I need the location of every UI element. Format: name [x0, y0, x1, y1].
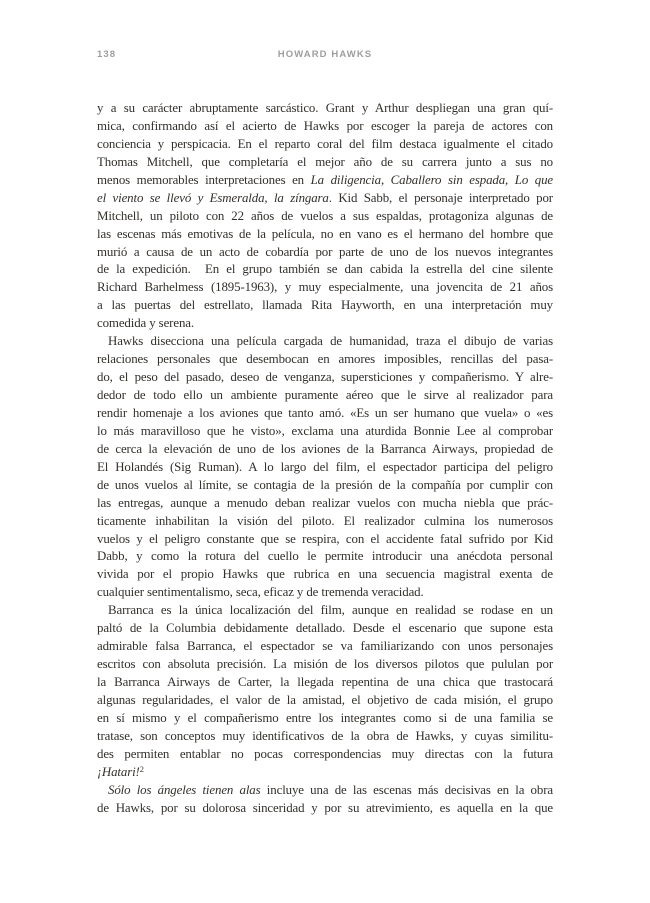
text-line: [97, 548, 553, 566]
text-segment: tratase, son conceptos muy identificativos de la obra de Hawks, y cuyas similitu-: [97, 728, 553, 743]
text-line: [97, 387, 553, 405]
text-line: [97, 279, 553, 297]
text-segment: . Kid Sabb, el personaje interpretado por: [328, 190, 553, 205]
text-line: [97, 423, 553, 441]
text-line: [97, 620, 553, 638]
text-segment: de Hawks, por su dolorosa sinceridad y por su atrevimiento, es aquella en la que: [97, 800, 553, 815]
text-line: [97, 638, 553, 656]
text-segment: las entregas, aunque a menudo deban realizar vuelos con mucha niebla que prác-: [97, 495, 553, 510]
text-line: [97, 333, 553, 351]
text-line: [97, 602, 553, 620]
text-segment: Mitchell, un piloto con 22 años de vuelos a sus espaldas, protagoniza algunas de: [97, 208, 553, 223]
text-segment: Barranca es la única localización del film, aunque en realidad se rodase en un: [108, 603, 553, 618]
text-segment: menos memorables interpretaciones en: [97, 172, 311, 187]
text-line: [97, 566, 553, 584]
text-line: [97, 692, 553, 710]
text-line: [97, 782, 553, 800]
text-line: [97, 710, 553, 728]
text-segment: de unos vuelos al límite, se contagia de la presión de la compañía por cumplir con: [97, 477, 553, 492]
text-line: [97, 351, 553, 369]
text-line: [97, 405, 553, 423]
body-text: [97, 100, 553, 818]
text-line: [97, 261, 553, 279]
text-segment: comedida y serena.: [97, 316, 194, 331]
text-segment: La diligencia, Caballero sin espada, Lo que: [310, 172, 553, 187]
text-line: [97, 495, 553, 513]
text-line: [97, 513, 553, 531]
text-segment: mica, confirmando así el acierto de Hawks por escoger la pareja de actores con: [97, 118, 553, 133]
text-segment: cualquier sentimentalismo, seca, eficaz y de tremenda veracidad.: [97, 585, 424, 600]
text-segment: la Barranca Airways de Carter, la llegada repentina de una chica que trastocará: [97, 675, 553, 689]
text-segment: algunas regularidades, el valor de la amistad, el objetivo de cada misión, el grupo: [97, 692, 553, 707]
text-line: [97, 297, 553, 315]
text-segment: incluye una de las escenas más decisivas en la obra: [260, 782, 553, 797]
text-line: [97, 477, 553, 495]
text-line: [97, 315, 553, 333]
text-line: [97, 656, 553, 674]
text-line: [97, 118, 553, 136]
text-line: [97, 190, 553, 208]
text-segment: escritos con absoluta precisión. La misión de los diversos pilotos que pululan por: [97, 657, 553, 672]
text-line: [97, 441, 553, 459]
text-segment: en sí mismo y el compañerismo entre los integrantes como si de una familia se: [97, 710, 553, 725]
text-line: [97, 764, 553, 782]
text-segment: relaciones personales que desembocan en amores imposibles, rencillas del pasa-: [97, 352, 553, 367]
running-head: [97, 49, 553, 63]
text-line: [97, 459, 553, 477]
text-segment: de la expedición. En el grupo también se dan cabida la estrella del cine silente: [97, 262, 553, 277]
text-segment: dedor de todo ello un ambiente puramente aéreo que le sirve al realizador para: [97, 388, 553, 402]
text-segment: murió a causa de un acto de cobardía por parte de uno de los nuevos integrantes: [97, 244, 553, 259]
text-segment: ¡Hatari!: [97, 764, 140, 779]
text-segment: admirable falsa Barranca, el espectador se va familiarizando con unos personajes: [97, 639, 553, 654]
text-segment: paltó de la Columbia debidamente detallado. Desde el escenario que supone esta: [97, 621, 553, 636]
text-line: [97, 172, 553, 190]
text-line: [97, 136, 553, 154]
text-segment: conciencia y perspicacia. En el reparto coral del film destaca igualmente el citado: [97, 136, 553, 151]
text-segment: lo más maravilloso que he visto», exclama una aturdida Bonnie Lee al comprobar: [97, 423, 553, 438]
text-segment: rendir homenaje a los aviones que tanto amó. «Es un ser humano que vuela» o «es: [97, 405, 553, 420]
text-line: [97, 800, 553, 818]
text-line: [97, 746, 553, 764]
text-line: [97, 100, 553, 118]
text-line: [97, 584, 553, 602]
text-line: [97, 369, 553, 387]
page-number: 138: [97, 49, 117, 60]
text-segment: las escenas más emotivas de la película, no en vano es el hermano del hombre que: [97, 226, 553, 241]
text-line: [97, 674, 553, 692]
text-segment: el viento se llevó y Esmeralda, la zíngara: [97, 190, 329, 205]
text-segment: do, el peso del pasado, deseo de venganza, supersticiones y compañerismo. Y alre-: [97, 370, 553, 385]
running-title: HOWARD HAWKS: [277, 49, 373, 60]
text-line: [97, 531, 553, 549]
text-segment: 2: [139, 764, 144, 774]
text-segment: Thomas Mitchell, que completaría el mejor año de su carrera junto a sus no: [97, 154, 553, 169]
text-segment: vuelos y el peligro constante que se respira, con el accidente fatal sufrido por Kid: [97, 531, 553, 546]
text-segment: des permiten entablar no pocas correspondencias muy directas con la futura: [97, 746, 553, 761]
text-segment: ticamente inhabilitan la visión del piloto. El realizador culmina los numerosos: [97, 513, 553, 528]
text-segment: Richard Barhelmess (1895-1963), y muy especialmente, una jovencita de 21 años: [97, 280, 553, 295]
text-segment: El Holandés (Sig Ruman). A lo largo del film, el espectador participa del peligro: [97, 459, 553, 474]
text-segment: de cerca la elevación de uno de los aviones de la Barranca Airways, propiedad de: [97, 441, 553, 456]
text-segment: Dabb, y como la rotura del cuello le permite introducir una anécdota personal: [97, 549, 553, 564]
text-line: [97, 154, 553, 172]
text-segment: vivida por el propio Hawks que rubrica en una secuencia magistral exenta de: [97, 567, 553, 582]
text-segment: a las puertas del estrellato, llamada Rita Hayworth, en una interpretación muy: [97, 298, 553, 313]
text-line: [97, 226, 553, 244]
text-line: [97, 244, 553, 262]
text-segment: y a su carácter abruptamente sarcástico. Grant y Arthur despliegan una gran quí-: [97, 101, 553, 115]
text-line: [97, 208, 553, 226]
text-segment: Hawks disecciona una película cargada de humanidad, traza el dibujo de varias: [108, 334, 553, 349]
text-line: [97, 728, 553, 746]
text-segment: Sólo los ángeles tienen alas: [108, 782, 261, 797]
